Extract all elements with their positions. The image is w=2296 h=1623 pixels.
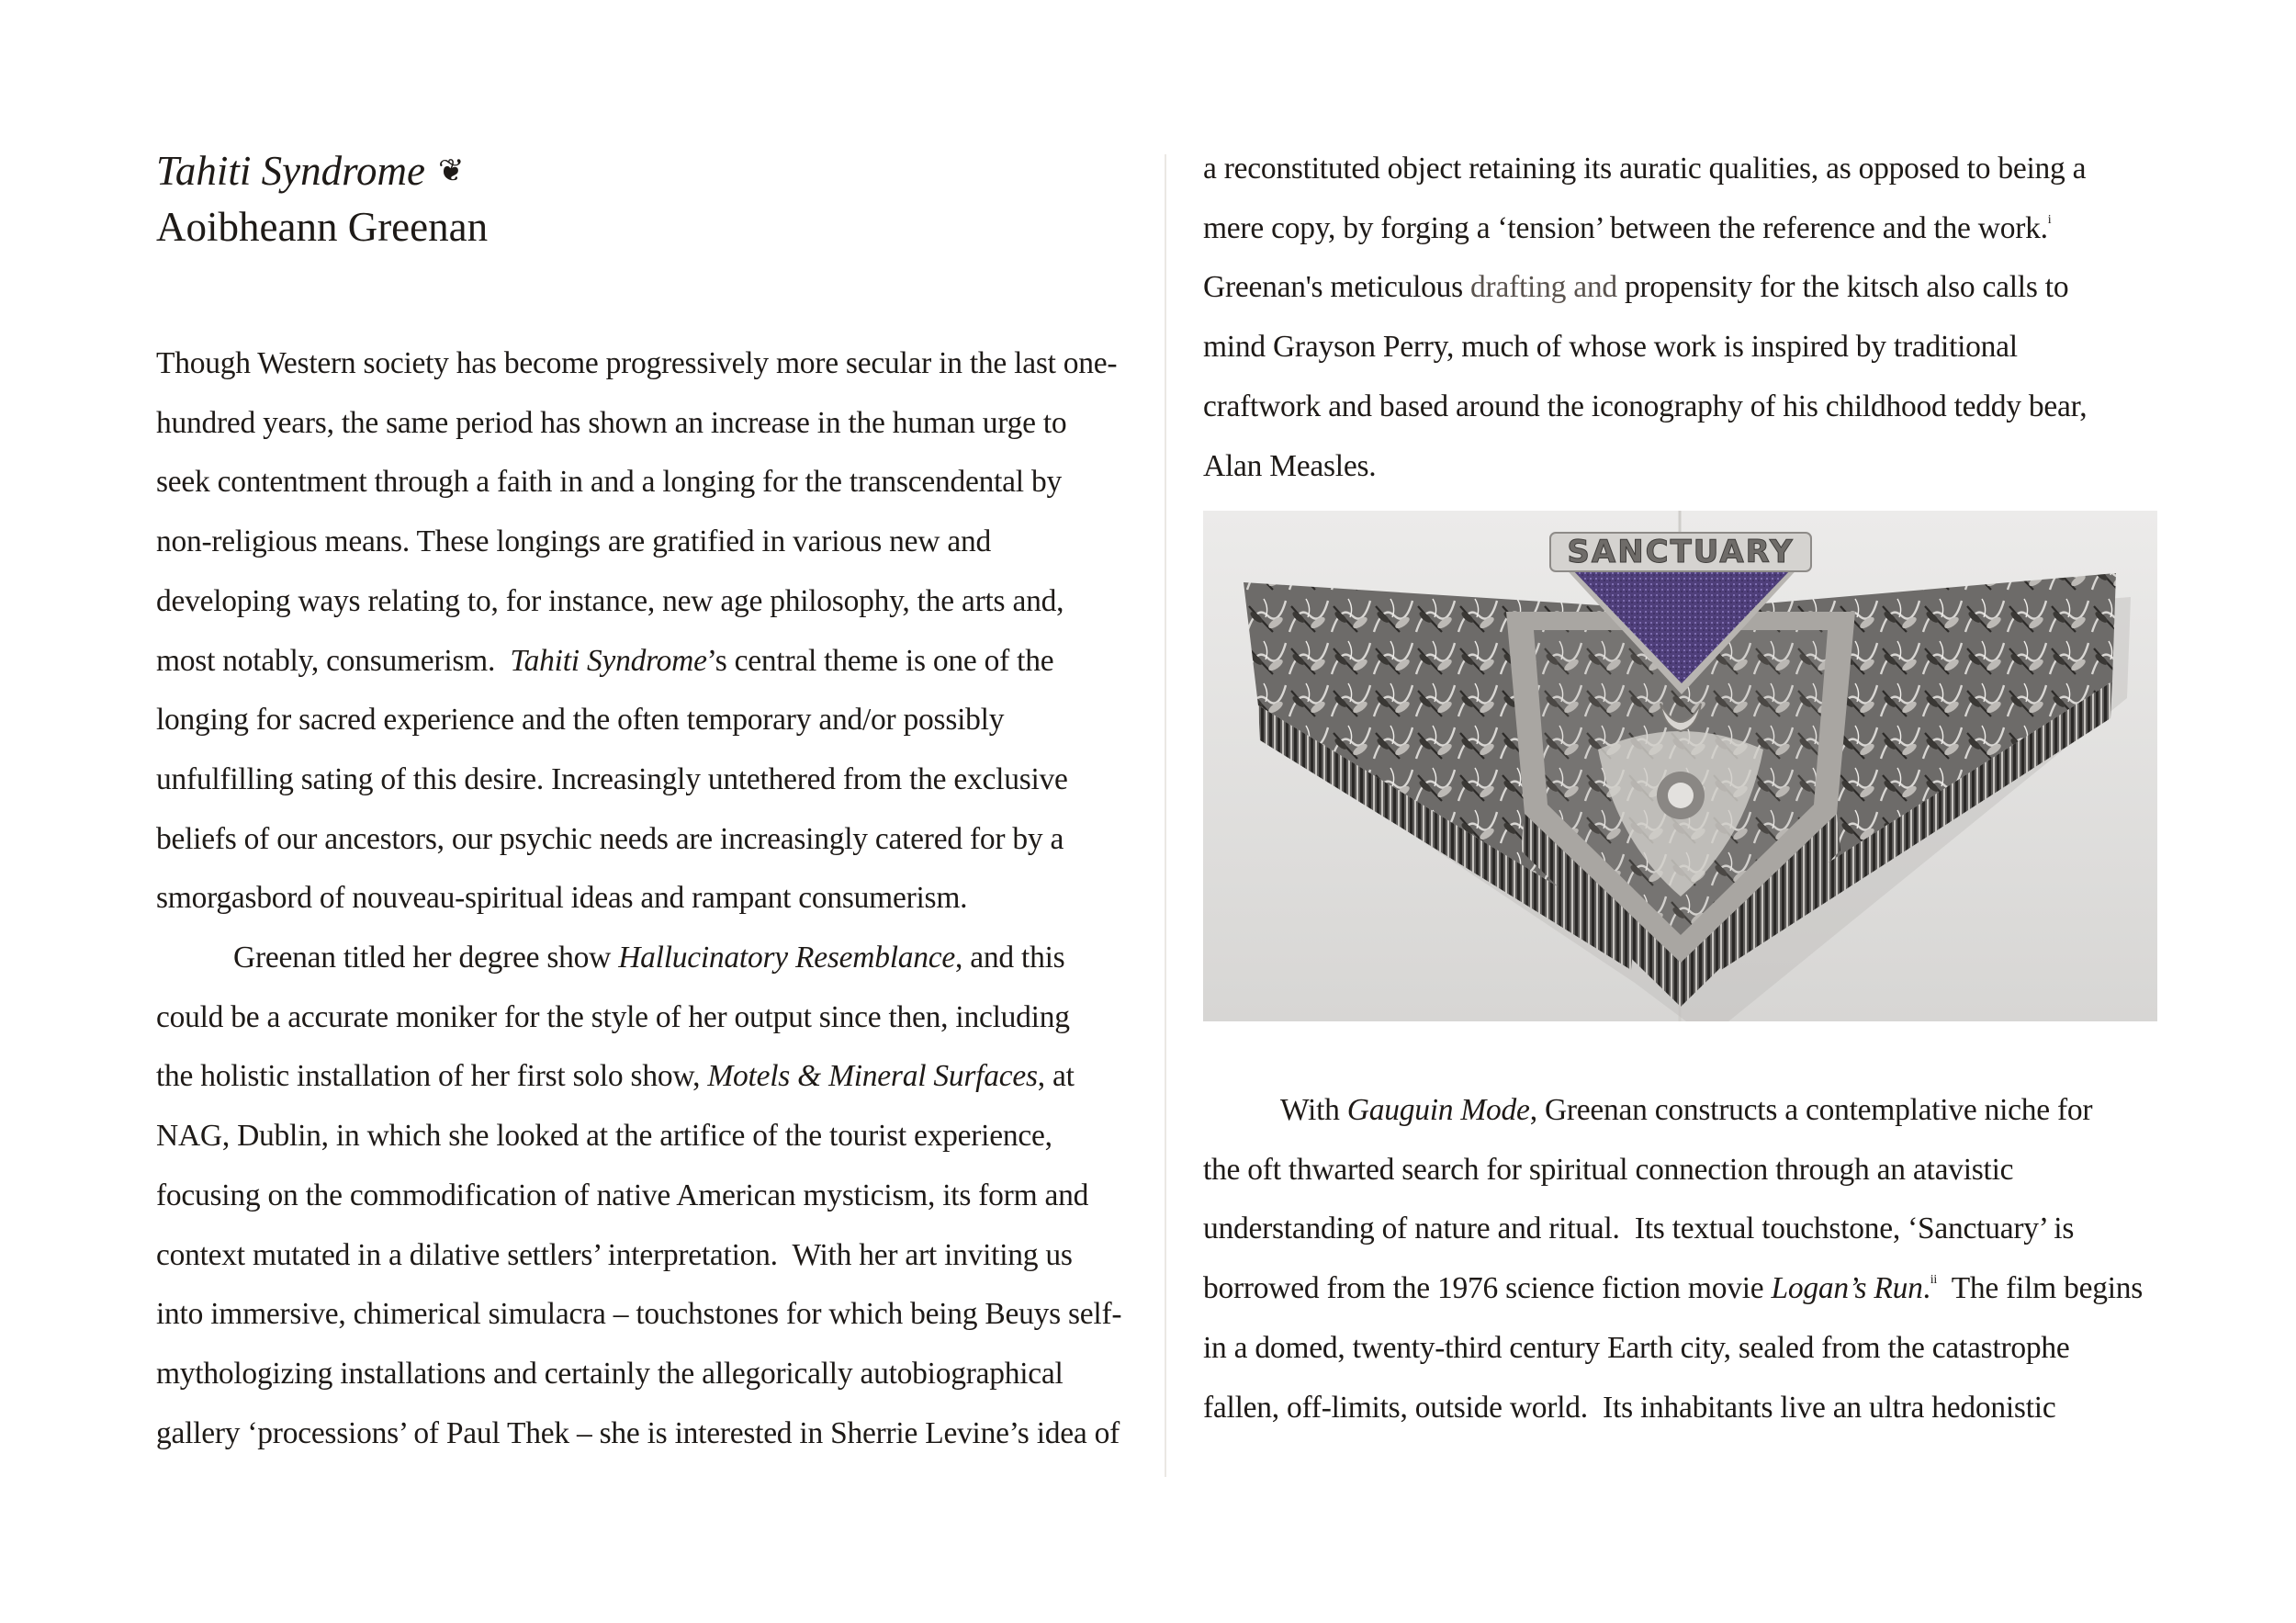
right-column-text-top — [1203, 140, 2177, 496]
text-run: drafting and — [1470, 270, 1617, 305]
work-title-motels-mineral-surfaces: Motels & Mineral Surfaces — [707, 1059, 1038, 1094]
text-line — [1203, 258, 2177, 318]
text-run: . — [1922, 1271, 1930, 1306]
text-line: smorgasbord of nouveau-spiritual ideas and rampant consumerism. — [156, 881, 968, 916]
text-line: into immersive, chimerical simulacra – touchstones for which being Beuys self- — [156, 1297, 1122, 1332]
author-name: Aoibheann Greenan — [156, 204, 489, 250]
text-line — [1203, 199, 2177, 259]
text-line: context mutated in a dilative settlers’ interpretation. With her art inviting us — [156, 1237, 1073, 1272]
text-run: , Greenan constructs a contemplative niche for — [1529, 1093, 2093, 1127]
text-run: mere copy, by forging a ‘tension’ between the reference and the work. — [1203, 210, 2048, 245]
text-line: beliefs of our ancestors, our psychic needs are increasingly catered for by a — [156, 821, 1064, 856]
text-line: craftwork and based around the iconography of his childhood teddy bear, — [1203, 389, 2088, 423]
text-line — [156, 632, 1148, 692]
right-column-text-bottom — [1203, 1081, 2177, 1437]
title-text: Tahiti Syndrome — [156, 148, 425, 194]
text-line: Though Western society has become progressively more secular in the last one- — [156, 346, 1118, 380]
text-line: unfulfilling sating of this desire. Increasingly untethered from the exclusive — [156, 761, 1068, 796]
column-divider — [1165, 154, 1166, 1477]
artwork-photo — [1203, 511, 2157, 1021]
floral-ornament-icon: ❦ — [437, 154, 465, 188]
text-run: Greenan's meticulous — [1203, 270, 1471, 305]
work-title-hallucinatory-resemblance: Hallucinatory Resemblance — [618, 941, 956, 975]
text-line: could be a accurate moniker for the style of her output since then, including — [156, 999, 1070, 1034]
text-run: , and this — [955, 941, 1065, 975]
text-run: the holistic installation of her first solo show, — [156, 1059, 708, 1094]
text-run: Greenan titled her degree show — [233, 941, 619, 975]
text-line — [156, 929, 1148, 988]
footnote-marker[interactable]: i — [2047, 212, 2052, 227]
artwork-illustration — [1203, 511, 2157, 1021]
text-line: NAG, Dublin, in which she looked at the artifice of the tourist experience, — [156, 1119, 1052, 1154]
text-line: mind Grayson Perry, much of whose work is inspired by traditional — [1203, 330, 2018, 365]
text-line — [1203, 1259, 2177, 1319]
text-line: focusing on the commodification of native American mysticism, its form and — [156, 1178, 1089, 1212]
work-title-gauguin-mode: Gauguin Mode — [1346, 1093, 1530, 1127]
text-line: non-religious means. These longings are gratified in various new and — [156, 524, 991, 559]
text-run: most notably, consumerism. — [156, 643, 511, 678]
text-line: the oft thwarted search for spiritual connection through an atavistic — [1203, 1152, 2014, 1187]
footnote-marker[interactable]: ii — [1930, 1273, 1938, 1288]
text-run: propensity for the kitsch also calls to — [1616, 270, 2069, 305]
text-line: Alan Measles. — [1203, 448, 1377, 483]
text-run: borrowed from the 1976 science fiction movie — [1203, 1271, 1772, 1306]
text-line: in a domed, twenty-third century Earth city, sealed from the catastrophe — [1203, 1330, 2070, 1365]
text-line — [156, 1047, 1148, 1107]
work-title-logans-run: Logan’s Run — [1771, 1271, 1923, 1306]
left-column-text — [156, 334, 1148, 1463]
text-line: a reconstituted object retaining its auratic qualities, as opposed to being a — [1203, 152, 2087, 186]
document-title — [156, 145, 464, 197]
text-run: , at — [1037, 1059, 1075, 1094]
sanctuary-sign-text: SANCTUARY — [1567, 534, 1795, 570]
text-line: longing for sacred experience and the often temporary and/or possibly — [156, 703, 1005, 738]
text-line: mythologizing installations and certainly the allegorically autobiographical — [156, 1356, 1064, 1391]
text-line: seek contentment through a faith in and a longing for the transcendental by — [156, 465, 1062, 500]
text-line: understanding of nature and ritual. Its textual touchstone, ‘Sanctuary’ is — [1203, 1212, 2075, 1246]
text-line: developing ways relating to, for instance, new age philosophy, the arts and, — [156, 583, 1064, 618]
text-run: ’s central theme is one of the — [706, 643, 1054, 678]
text-run: The film begins — [1937, 1271, 2144, 1306]
text-line: gallery ‘processions’ of Paul Thek – she is interested in Sherrie Levine’s idea of — [156, 1415, 1120, 1450]
text-line: fallen, off-limits, outside world. Its inhabitants live an ultra hedonistic — [1203, 1390, 2056, 1425]
text-line: hundred years, the same period has shown an increase in the human urge to — [156, 405, 1067, 440]
text-line — [1203, 1081, 2177, 1141]
work-title-tahiti-syndrome: Tahiti Syndrome — [510, 643, 707, 678]
text-run: With — [1280, 1093, 1347, 1127]
